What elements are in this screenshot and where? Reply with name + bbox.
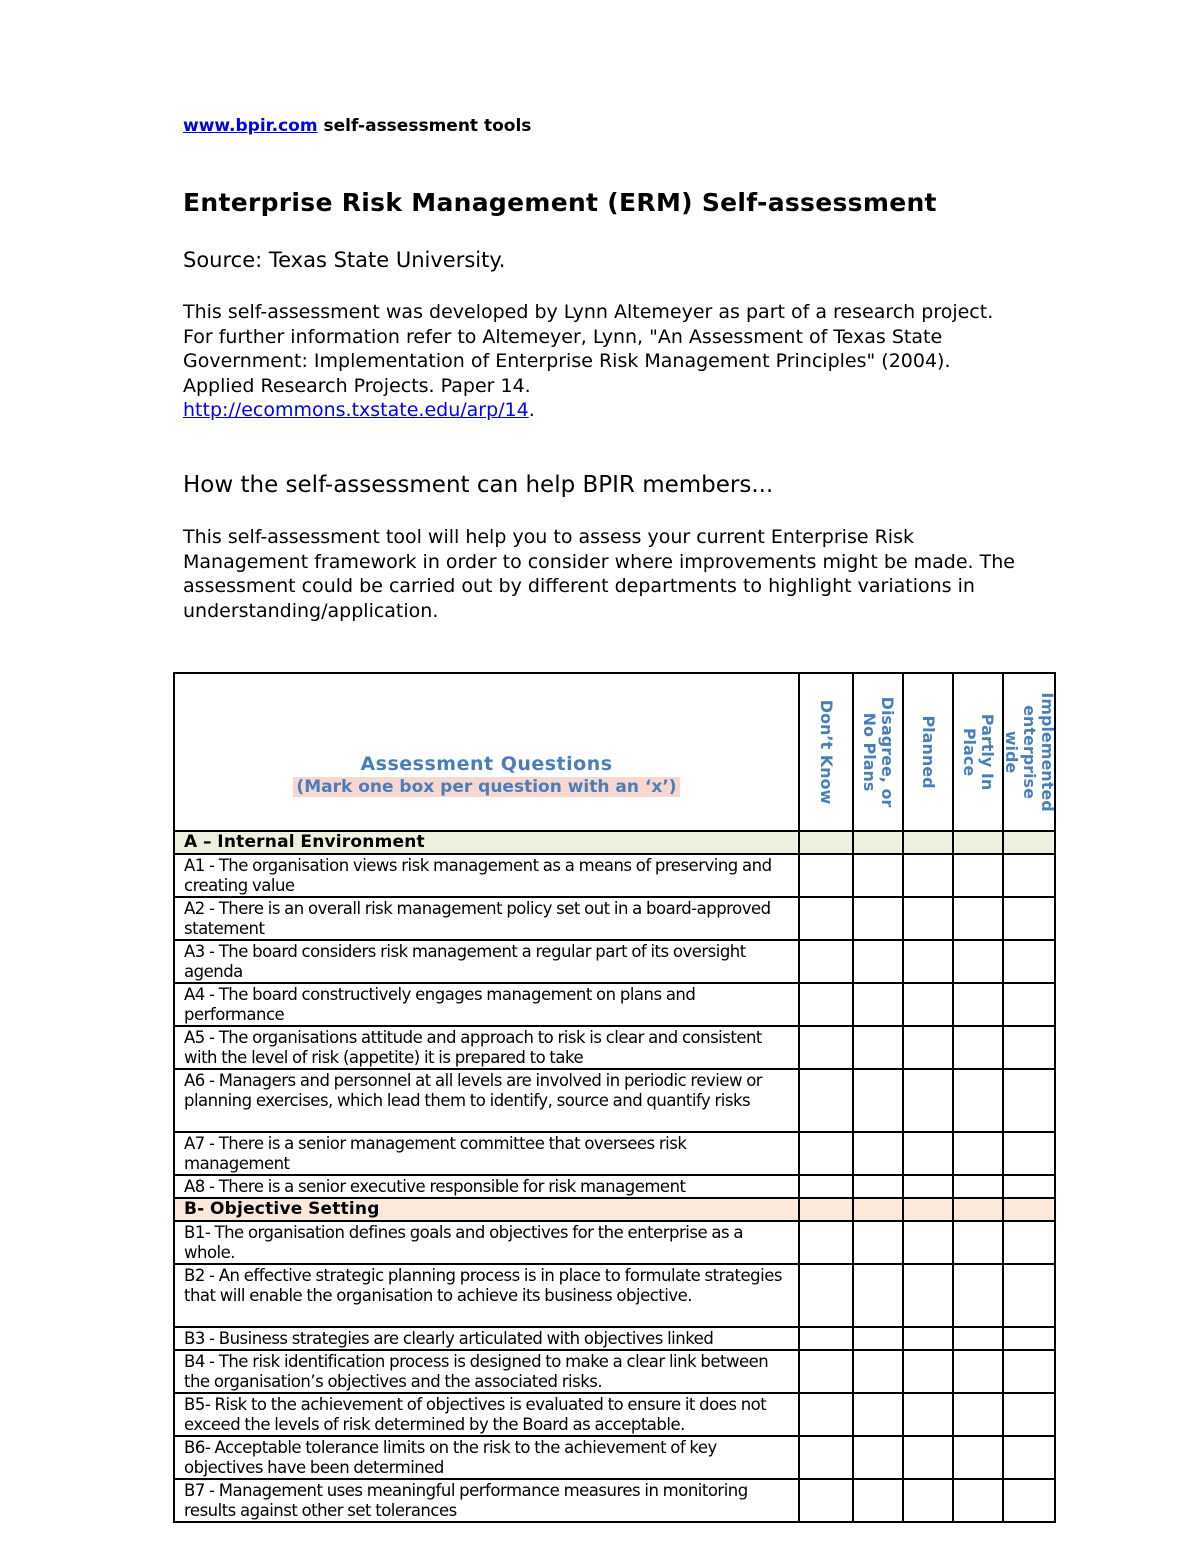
answer-partly-in-place-box[interactable] xyxy=(953,1327,1003,1350)
section-cell xyxy=(853,831,903,854)
question-text: B7 - Management uses meaningful performance measures in monitoring results against other set tolerances xyxy=(174,1479,799,1522)
ecommons-link[interactable]: http://ecommons.txstate.edu/arp/14 xyxy=(183,399,529,421)
column-label: Implemented enterprise wide xyxy=(1002,692,1057,812)
question-text: B6- Acceptable tolerance limits on the risk to the achievement of key objectives have been determined xyxy=(174,1436,799,1479)
section-title: B- Objective Setting xyxy=(174,1198,799,1221)
answer-partly-in-place-box[interactable] xyxy=(953,1350,1003,1393)
answer-partly-in-place-box[interactable] xyxy=(953,940,1003,983)
question-text: A7 - There is a senior management committee that oversees risk management xyxy=(174,1132,799,1175)
section-header-row xyxy=(174,831,1055,854)
answer-implemented-box[interactable] xyxy=(1003,1132,1055,1175)
document-title: Enterprise Risk Management (ERM) Self-assessment xyxy=(183,188,937,217)
answer-partly-in-place-box[interactable] xyxy=(953,1221,1003,1264)
site-header xyxy=(183,116,531,136)
answer-partly-in-place-box[interactable] xyxy=(953,1069,1003,1132)
answer-disagree-box[interactable] xyxy=(853,983,903,1026)
section-cell xyxy=(903,831,953,854)
column-label: Planned xyxy=(919,715,938,789)
answer-disagree-box[interactable] xyxy=(853,1436,903,1479)
answer-disagree-box[interactable] xyxy=(853,1393,903,1436)
section-cell xyxy=(903,1198,953,1221)
help-heading: How the self-assessment can help BPIR members... xyxy=(183,472,774,498)
column-header-implemented xyxy=(1003,673,1055,831)
answer-partly-in-place-box[interactable] xyxy=(953,1264,1003,1327)
answer-implemented-box[interactable] xyxy=(1003,983,1055,1026)
answer-disagree-box[interactable] xyxy=(853,1069,903,1132)
question-text: B4 - The risk identification process is designed to make a clear link between the organisation’s objectives and the associated risks. xyxy=(174,1350,799,1393)
question-text: B5- Risk to the achievement of objectives is evaluated to ensure it does not exceed the levels of risk determined by the Board as acceptable. xyxy=(174,1393,799,1436)
question-text: B2 - An effective strategic planning process is in place to formulate strategies that will enable the organisation to achieve its business objective. xyxy=(174,1264,799,1327)
answer-partly-in-place-box[interactable] xyxy=(953,983,1003,1026)
answer-disagree-box[interactable] xyxy=(853,1221,903,1264)
answer-dont-know-box[interactable] xyxy=(799,1350,853,1393)
question-text: B1- The organisation defines goals and objectives for the enterprise as a whole. xyxy=(174,1221,799,1264)
question-text: A4 - The board constructively engages management on plans and performance xyxy=(174,983,799,1026)
answer-implemented-box[interactable] xyxy=(1003,1350,1055,1393)
assessment-questions-header xyxy=(174,673,799,831)
intro-after-link: . xyxy=(528,399,535,421)
answer-implemented-box[interactable] xyxy=(1003,1436,1055,1479)
answer-dont-know-box[interactable] xyxy=(799,1132,853,1175)
answer-disagree-box[interactable] xyxy=(853,1479,903,1522)
answer-implemented-box[interactable] xyxy=(1003,1479,1055,1522)
answer-dont-know-box[interactable] xyxy=(799,1436,853,1479)
answer-dont-know-box[interactable] xyxy=(799,897,853,940)
section-cell xyxy=(1003,1198,1055,1221)
answer-planned-box[interactable] xyxy=(903,1436,953,1479)
question-row xyxy=(174,1350,1055,1393)
answer-implemented-box[interactable] xyxy=(1003,1264,1055,1327)
answer-planned-box[interactable] xyxy=(903,940,953,983)
answer-dont-know-box[interactable] xyxy=(799,983,853,1026)
answer-dont-know-box[interactable] xyxy=(799,854,853,897)
answer-partly-in-place-box[interactable] xyxy=(953,1132,1003,1175)
answer-dont-know-box[interactable] xyxy=(799,1175,853,1198)
answer-dont-know-box[interactable] xyxy=(799,1026,853,1069)
question-row xyxy=(174,1132,1055,1175)
answer-dont-know-box[interactable] xyxy=(799,1069,853,1132)
section-cell xyxy=(853,1198,903,1221)
question-row xyxy=(174,854,1055,897)
bpir-link[interactable]: www.bpir.com xyxy=(183,116,318,136)
answer-partly-in-place-box[interactable] xyxy=(953,1393,1003,1436)
answer-disagree-box[interactable] xyxy=(853,1026,903,1069)
question-text: B3 - Business strategies are clearly articulated with objectives linked xyxy=(174,1327,799,1350)
question-text: A5 - The organisations attitude and approach to risk is clear and consistent with the level of risk (appetite) it is prepared to take xyxy=(174,1026,799,1069)
section-cell xyxy=(953,831,1003,854)
column-label: Don’t Know xyxy=(817,699,836,805)
question-text: A2 - There is an overall risk management policy set out in a board-approved statement xyxy=(174,897,799,940)
question-text: A3 - The board considers risk management a regular part of its oversight agenda xyxy=(174,940,799,983)
column-header-planned xyxy=(903,673,953,831)
answer-planned-box[interactable] xyxy=(903,983,953,1026)
header-suffix: self-assessment tools xyxy=(317,116,532,136)
column-header-dont-know xyxy=(799,673,853,831)
question-row xyxy=(174,1264,1055,1327)
intro-text: This self-assessment was developed by Lynn Altemeyer as part of a research project. For further information refer to Altemeyer, Lynn, "An Assessment of Texas State Government: Implementation of Enterprise Risk Management Principles" (2004). Applied Research Projects. Paper 14. xyxy=(183,301,994,397)
answer-disagree-box[interactable] xyxy=(853,940,903,983)
column-label: Partly In Place xyxy=(960,713,997,791)
answer-planned-box[interactable] xyxy=(903,1264,953,1327)
answer-implemented-box[interactable] xyxy=(1003,1175,1055,1198)
answer-implemented-box[interactable] xyxy=(1003,1393,1055,1436)
answer-partly-in-place-box[interactable] xyxy=(953,1026,1003,1069)
section-header-row xyxy=(174,1198,1055,1221)
answer-disagree-box[interactable] xyxy=(853,1327,903,1350)
assessment-questions-instruction: (Mark one box per question with an ‘x’) xyxy=(293,777,679,797)
answer-dont-know-box[interactable] xyxy=(799,1221,853,1264)
answer-implemented-box[interactable] xyxy=(1003,1327,1055,1350)
answer-partly-in-place-box[interactable] xyxy=(953,1175,1003,1198)
answer-implemented-box[interactable] xyxy=(1003,854,1055,897)
answer-partly-in-place-box[interactable] xyxy=(953,854,1003,897)
answer-disagree-box[interactable] xyxy=(853,1264,903,1327)
answer-implemented-box[interactable] xyxy=(1003,897,1055,940)
question-row xyxy=(174,1327,1055,1350)
question-text: A6 - Managers and personnel at all levels are involved in periodic review or planning exercises, which lead them to identify, source and quantify risks xyxy=(174,1069,799,1132)
table-header-row xyxy=(174,673,1055,831)
answer-planned-box[interactable] xyxy=(903,897,953,940)
answer-implemented-box[interactable] xyxy=(1003,940,1055,983)
answer-planned-box[interactable] xyxy=(903,1069,953,1132)
question-row xyxy=(174,1479,1055,1522)
answer-planned-box[interactable] xyxy=(903,1393,953,1436)
section-cell xyxy=(953,1198,1003,1221)
answer-planned-box[interactable] xyxy=(903,1132,953,1175)
answer-dont-know-box[interactable] xyxy=(799,1479,853,1522)
column-header-partly-in-place xyxy=(953,673,1003,831)
answer-disagree-box[interactable] xyxy=(853,854,903,897)
question-row xyxy=(174,1069,1055,1132)
answer-planned-box[interactable] xyxy=(903,1327,953,1350)
answer-dont-know-box[interactable] xyxy=(799,940,853,983)
answer-implemented-box[interactable] xyxy=(1003,1069,1055,1132)
answer-implemented-box[interactable] xyxy=(1003,1026,1055,1069)
answer-planned-box[interactable] xyxy=(903,1350,953,1393)
question-row xyxy=(174,1026,1055,1069)
question-row xyxy=(174,983,1055,1026)
answer-dont-know-box[interactable] xyxy=(799,1327,853,1350)
question-row xyxy=(174,1175,1055,1198)
question-text: A8 - There is a senior executive responsible for risk management xyxy=(174,1175,799,1198)
question-row xyxy=(174,940,1055,983)
answer-implemented-box[interactable] xyxy=(1003,1221,1055,1264)
section-cell xyxy=(799,1198,853,1221)
help-paragraph: This self-assessment tool will help you to assess your current Enterprise Risk Management framework in order to consider where improvements might be made. The assessment could be carried out by different departments to highlight variations in understanding/application. xyxy=(183,526,1015,622)
answer-planned-box[interactable] xyxy=(903,1221,953,1264)
answer-planned-box[interactable] xyxy=(903,854,953,897)
answer-dont-know-box[interactable] xyxy=(799,1264,853,1327)
section-cell xyxy=(1003,831,1055,854)
column-label: Disagree, or No Plans xyxy=(860,696,897,808)
answer-partly-in-place-box[interactable] xyxy=(953,897,1003,940)
answer-planned-box[interactable] xyxy=(903,1026,953,1069)
answer-partly-in-place-box[interactable] xyxy=(953,1436,1003,1479)
question-text: A1 - The organisation views risk management as a means of preserving and creating value xyxy=(174,854,799,897)
question-row xyxy=(174,897,1055,940)
section-title: A – Internal Environment xyxy=(174,831,799,854)
question-row xyxy=(174,1436,1055,1479)
assessment-questions-title: Assessment Questions xyxy=(360,753,613,775)
question-row xyxy=(174,1393,1055,1436)
answer-disagree-box[interactable] xyxy=(853,1350,903,1393)
answer-disagree-box[interactable] xyxy=(853,897,903,940)
answer-dont-know-box[interactable] xyxy=(799,1393,853,1436)
answer-disagree-box[interactable] xyxy=(853,1175,903,1198)
assessment-table xyxy=(173,672,1056,1523)
intro-paragraph xyxy=(183,300,1013,423)
question-row xyxy=(174,1221,1055,1264)
source-line: Source: Texas State University. xyxy=(183,248,506,272)
answer-partly-in-place-box[interactable] xyxy=(953,1479,1003,1522)
answer-planned-box[interactable] xyxy=(903,1175,953,1198)
answer-disagree-box[interactable] xyxy=(853,1132,903,1175)
section-cell xyxy=(799,831,853,854)
column-header-disagree xyxy=(853,673,903,831)
answer-planned-box[interactable] xyxy=(903,1479,953,1522)
